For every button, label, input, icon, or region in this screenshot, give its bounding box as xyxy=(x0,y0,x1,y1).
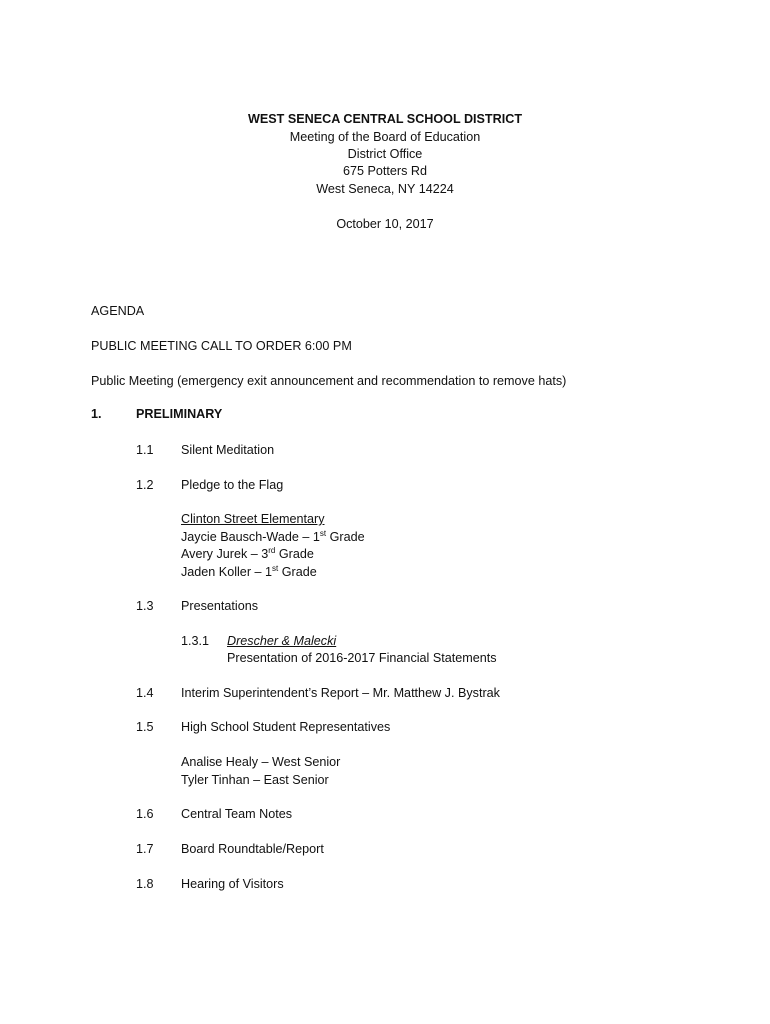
item-label: Presentations xyxy=(181,599,259,613)
agenda-label: AGENDA xyxy=(91,304,145,318)
item-number: 1.1 xyxy=(136,443,154,457)
item-label: Board Roundtable/Report xyxy=(181,842,324,856)
street-line: 675 Potters Rd xyxy=(342,164,427,178)
presentation-desc: Presentation of 2016-2017 Financial Statements xyxy=(227,651,497,665)
representative-line: Analise Healy – West Senior xyxy=(181,755,341,769)
representative-line: Tyler Tinhan – East Senior xyxy=(181,773,329,787)
presenter-firm: Drescher & Malecki xyxy=(227,634,337,648)
item-number: 1.2 xyxy=(136,478,154,492)
district-title: WEST SENECA CENTRAL SCHOOL DISTRICT xyxy=(247,112,523,126)
public-meeting-note: Public Meeting (emergency exit announcement and recommendation to remove hats) xyxy=(91,374,567,388)
school-name: Clinton Street Elementary xyxy=(181,512,325,526)
item-label: Interim Superintendent’s Report – Mr. Matthew J. Bystrak xyxy=(181,686,500,700)
item-number: 1.8 xyxy=(136,877,154,891)
item-label: Hearing of Visitors xyxy=(181,877,284,891)
city-line: West Seneca, NY 14224 xyxy=(316,182,454,196)
item-label: Pledge to the Flag xyxy=(181,478,284,492)
item-label: Silent Meditation xyxy=(181,443,275,457)
student-line: Jaden Koller – 1st Grade xyxy=(181,563,317,579)
item-number: 1.3 xyxy=(136,599,154,613)
student-line: Avery Jurek – 3rd Grade xyxy=(181,545,314,561)
item-label: High School Student Representatives xyxy=(181,720,391,734)
meeting-date: October 10, 2017 xyxy=(336,217,434,231)
student-line: Jaycie Bausch-Wade – 1st Grade xyxy=(181,528,365,544)
section-number: 1. xyxy=(91,407,102,421)
item-label: Central Team Notes xyxy=(181,807,293,821)
call-to-order: PUBLIC MEETING CALL TO ORDER 6:00 PM xyxy=(91,339,352,353)
office-line: District Office xyxy=(347,147,423,161)
subitem-number: 1.3.1 xyxy=(181,634,210,648)
item-number: 1.6 xyxy=(136,807,154,821)
item-number: 1.5 xyxy=(136,720,154,734)
meeting-title: Meeting of the Board of Education xyxy=(289,130,481,144)
item-number: 1.7 xyxy=(136,842,154,856)
section-title: PRELIMINARY xyxy=(136,407,223,421)
item-number: 1.4 xyxy=(136,686,154,700)
